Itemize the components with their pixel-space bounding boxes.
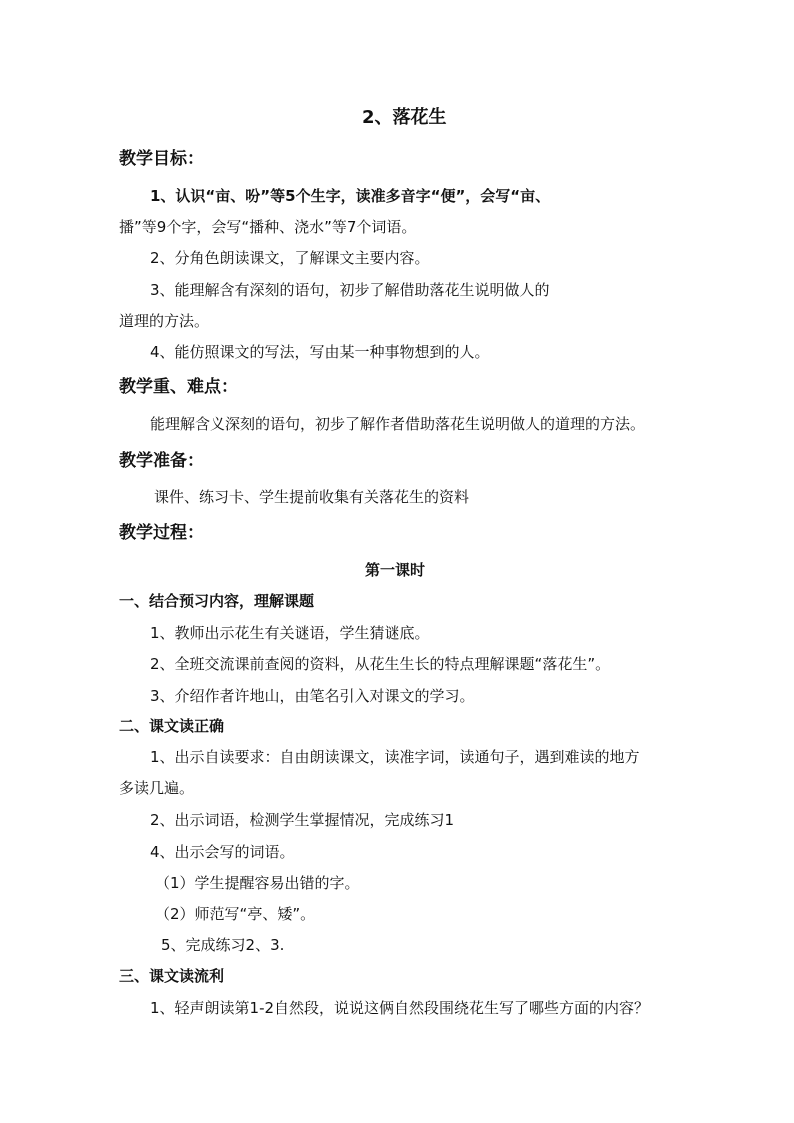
objective-1-line-1: 1、认识“亩、吩”等5个生字，读准多音字“便”，会写“亩、 xyxy=(150,187,551,205)
part-2-step-2: 2、出示词语，检测学生掌握情况，完成练习1 xyxy=(150,811,455,829)
part-2-step-5: 5、完成练习2、3. xyxy=(161,936,285,954)
objective-2: 2、分角色朗读课文，了解课文主要内容。 xyxy=(150,249,430,267)
key-points-text: 能理解含义深刻的语句，初步了解作者借助落花生说明做人的道理的方法。 xyxy=(150,415,646,433)
objective-1-line-2: 播”等9个字，会写“播种、浇水”等7个词语。 xyxy=(119,218,417,236)
preparation-heading: 教学准备： xyxy=(119,451,204,471)
lesson-title: 第一课时 xyxy=(365,561,426,579)
part-1-heading: 一、结合预习内容，理解课题 xyxy=(119,592,315,610)
part-2-step-1-line-2: 多读几遍。 xyxy=(119,779,195,797)
part-3-step-1: 1、轻声朗读第1-2自然段，说说这俩自然段围绕花生写了哪些方面的内容？ xyxy=(150,999,650,1017)
part-3-heading: 三、课文读流利 xyxy=(119,967,225,985)
part-2-sub-1: （1）学生提醒容易出错的字。 xyxy=(155,874,360,892)
part-1-step-3: 3、介绍作者许地山，由笔名引入对课文的学习。 xyxy=(150,687,475,705)
part-2-step-1-line-1: 1、出示自读要求：自由朗读课文，读准字词，读通句子，遇到难读的地方 xyxy=(150,748,640,766)
key-points-heading: 教学重、难点： xyxy=(119,377,238,397)
page-title: 2、落花生 xyxy=(362,107,447,128)
part-2-step-4: 4、出示会写的词语。 xyxy=(150,843,295,861)
objectives-heading: 教学目标： xyxy=(119,149,204,169)
objective-3-line-2: 道理的方法。 xyxy=(119,312,210,330)
part-1-step-1: 1、教师出示花生有关谜语，学生猜谜底。 xyxy=(150,624,430,642)
objective-3-line-1: 3、能理解含有深刻的语句，初步了解借助落花生说明做人的 xyxy=(150,281,550,299)
objective-4: 4、能仿照课文的写法，写由某一种事物想到的人。 xyxy=(150,343,490,361)
preparation-text: 课件、练习卡、学生提前收集有关落花生的资料 xyxy=(154,488,470,506)
process-heading: 教学过程： xyxy=(119,523,204,543)
part-2-heading: 二、课文读正确 xyxy=(119,717,225,735)
part-1-step-2: 2、全班交流课前查阅的资料，从花生生长的特点理解课题“落花生”。 xyxy=(150,655,611,673)
part-2-sub-2: （2）师范写“亭、矮”。 xyxy=(155,905,316,923)
